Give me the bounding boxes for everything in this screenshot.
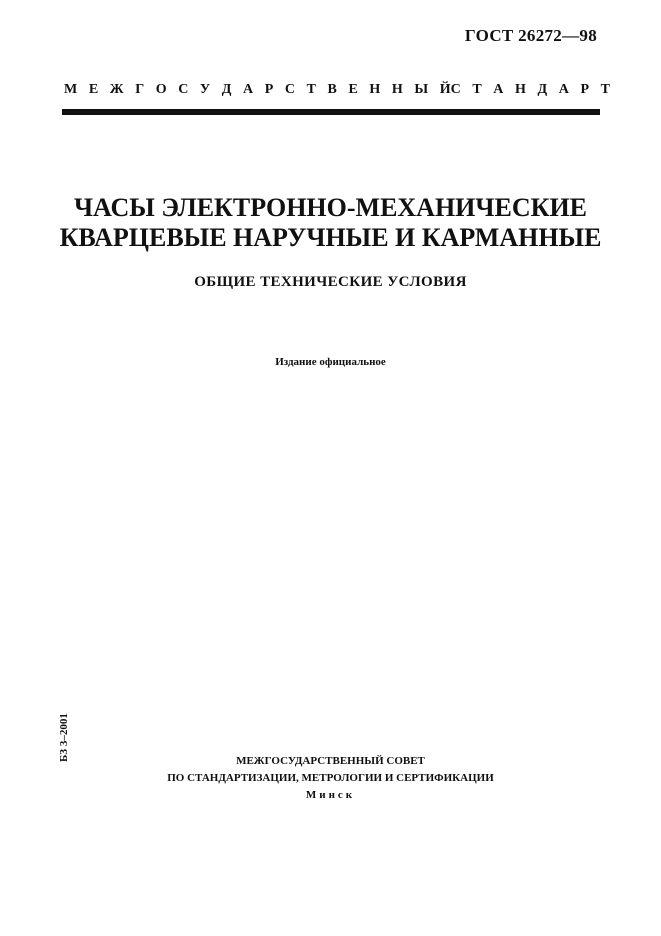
- spaced-letter: В: [327, 82, 337, 97]
- interstate-standard-label: [64, 82, 610, 98]
- spaced-letter: С: [284, 82, 296, 97]
- document-title: [0, 193, 661, 253]
- interstate-word: [64, 82, 451, 98]
- spaced-letter: Н: [369, 82, 381, 97]
- spaced-letter: Н: [515, 82, 526, 97]
- publisher-line-2: ПО СТАНДАРТИЗАЦИИ, МЕТРОЛОГИИ И СЕРТИФИКАЦИИ: [167, 772, 494, 784]
- spaced-letter: Т: [472, 82, 482, 97]
- edition-note: Издание официальное: [275, 356, 386, 368]
- spaced-letter: Р: [264, 82, 274, 97]
- spaced-letter: А: [558, 82, 569, 97]
- spaced-letter: О: [155, 82, 167, 97]
- spaced-letter: Е: [348, 82, 358, 97]
- spaced-letter: Д: [221, 82, 232, 97]
- gost-code: ГОСТ 26272—98: [464, 26, 597, 45]
- spaced-letter: Д: [537, 82, 548, 97]
- spaced-letter: Й: [439, 82, 451, 97]
- spaced-letter: Ы: [414, 82, 429, 97]
- header-rule: [62, 109, 600, 115]
- spaced-letter: А: [243, 82, 254, 97]
- spaced-letter: А: [493, 82, 504, 97]
- spaced-letter: У: [199, 82, 211, 97]
- title-line-2: КВАРЦЕВЫЕ НАРУЧНЫЕ И КАРМАННЫЕ: [59, 223, 602, 252]
- spaced-letter: Р: [580, 82, 589, 97]
- spaced-letter: Т: [306, 82, 316, 97]
- publisher-line-1: МЕЖГОСУДАРСТВЕННЫЙ СОВЕТ: [236, 755, 425, 767]
- publisher-city: Минск: [305, 789, 356, 801]
- title-line-1: ЧАСЫ ЭЛЕКТРОННО-МЕХАНИЧЕСКИЕ: [73, 193, 588, 222]
- spaced-letter: Т: [600, 82, 610, 97]
- spaced-letter: Е: [88, 82, 99, 97]
- spaced-letter: Г: [135, 82, 145, 97]
- spaced-letter: Н: [391, 82, 403, 97]
- standard-word: [451, 82, 610, 98]
- spaced-letter: С: [178, 82, 189, 97]
- spaced-letter: Ж: [109, 82, 124, 97]
- document-subtitle: ОБЩИЕ ТЕХНИЧЕСКИЕ УСЛОВИЯ: [194, 274, 467, 290]
- publisher-block: [0, 753, 661, 804]
- side-code: БЗ 3–2001: [58, 713, 70, 762]
- spaced-letter: М: [64, 82, 78, 97]
- spaced-letter: С: [450, 82, 461, 97]
